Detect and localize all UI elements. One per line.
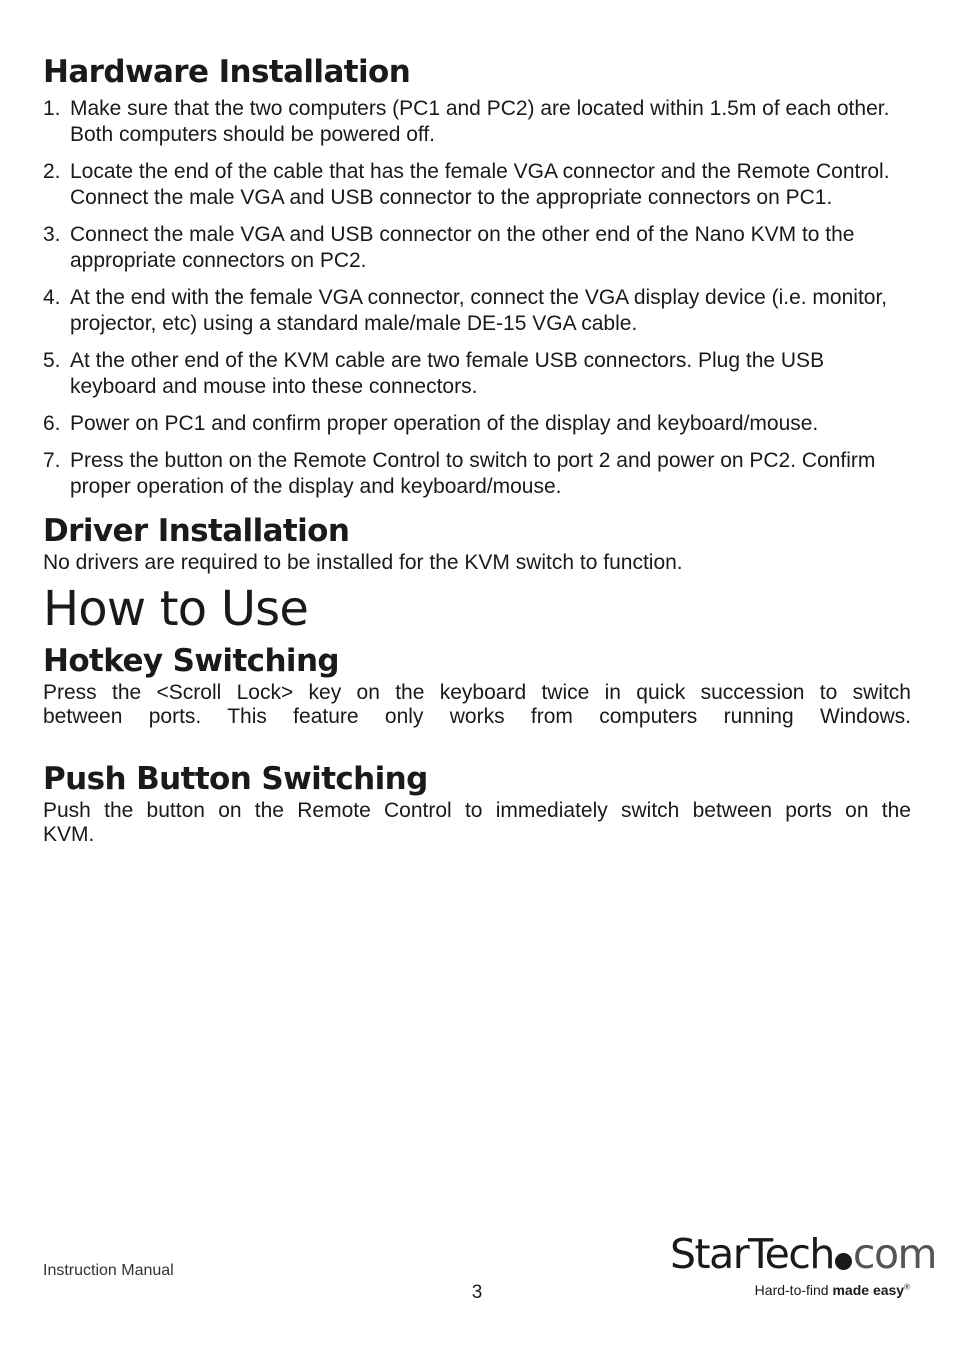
page-number: 3 [471,1282,483,1303]
list-item: 2. Locate the end of the cable that has the female VGA connector and the Remote Control. Connect the male VGA and USB connector to the appropriate connectors on PC1. [43,160,890,209]
driver-installation-text: No drivers are required to be installed for the KVM switch to function. [43,551,683,574]
how-to-use-title: How to Use [43,581,309,637]
list-item: 3. Connect the male VGA and USB connector on the other end of the Nano KVM to the appropriate connectors on PC2. [43,223,855,272]
startech-logo [670,1228,936,1308]
logo-brand: StarTech [670,1230,834,1278]
list-item: 5. At the other end of the KVM cable are two female USB connectors. Plug the USB keyboard and mouse into these connectors. [43,349,825,398]
push-button-switching-line-1: Push the button on the Remote Control to immediately switch between ports on the [43,799,911,822]
page-content [43,52,911,847]
logo-wordmark [670,1228,936,1280]
hotkey-switching-line-2: between ports. This feature only works from computers running Windows. [43,705,911,728]
logo-com: com [852,1230,936,1278]
hardware-steps-list [43,96,911,500]
hardware-installation-heading: Hardware Installation [43,54,411,90]
logo-dot-icon [835,1253,852,1270]
list-item: 4. At the end with the female VGA connector, connect the VGA display device (i.e. monitor, projector, etc) using a standard male/male DE-15 VGA cable. [43,286,888,335]
push-button-switching-line-2: KVM. [43,823,95,846]
footer-instruction-manual: Instruction Manual [43,1262,174,1279]
hotkey-switching-line-1: Press the <Scroll Lock> key on the keyboard twice in quick succession to switch [43,681,911,704]
list-item: 6. Power on PC1 and confirm proper operation of the display and keyboard/mouse. [43,412,819,435]
push-button-switching-heading: Push Button Switching [43,761,428,797]
driver-installation-heading: Driver Installation [43,513,350,549]
logo-tagline: Hard-to-find made easy® [754,1282,910,1298]
list-item: 7. Press the button on the Remote Control to switch to port 2 and power on PC2. Confirm proper operation of the display and keyboard/mouse. [43,449,876,498]
hotkey-switching-heading: Hotkey Switching [43,643,340,679]
list-item: 1. Make sure that the two computers (PC1 and PC2) are located within 1.5m of each other. Both computers should be powered off. [43,97,890,146]
